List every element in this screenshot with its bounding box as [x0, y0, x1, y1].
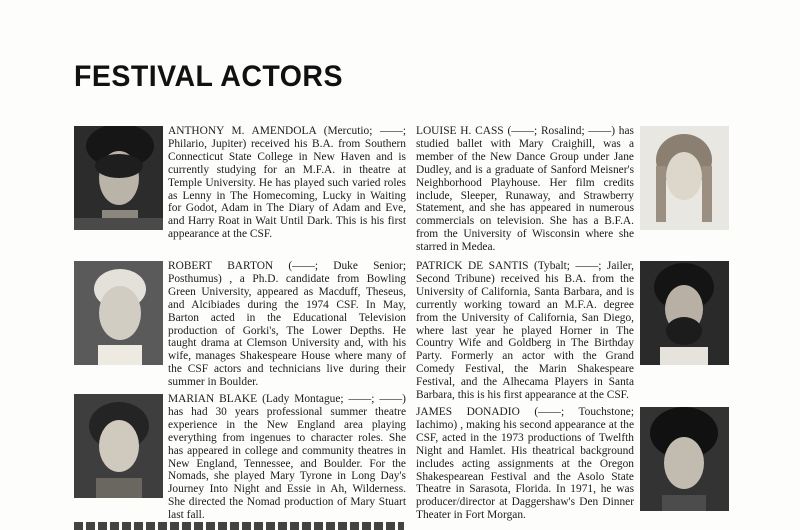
actor-roles: (——; Rosalind; ——)	[507, 125, 615, 137]
actor-biography: , a Ph.D. candidate from Bowling Green University, appeared as Macduff, Theseus, and Alcibiades during the 1974 CSF. In May, Barton acted in the Educational Television production of Gorki's, The Lower Depths. He taught drama at Clemson University and, with his wife, manages Shakespeare House where many of the CSF actors and technicians live during their summer in Boulder.	[168, 272, 406, 389]
actor-photo	[640, 126, 729, 230]
actor-name: JAMES DONADIO	[416, 406, 520, 418]
actor-bio	[168, 260, 406, 389]
actor-roles: (Tybalt; ——; Jailer, Second Tribune)	[416, 260, 634, 285]
actor-roles: (Lady Montague; ——; ——)	[262, 393, 406, 405]
actor-photo	[640, 407, 729, 511]
actor-bio	[416, 260, 634, 402]
actor-name: MARIAN BLAKE	[168, 393, 258, 405]
actor-photo	[74, 394, 163, 498]
actor-biography: received his B.A. from Southern Connecticut State College in New Haven and is currently studying for an M.F.A. in theatre at Temple University. He has played such varied roles as Lenny in The Homecoming, Lucky in Waiting for Godot, Adam in The Diary of Adam and Eve, and Harry Roat in Wait Until Dark. This is his first appearance at the CSF.	[168, 137, 407, 241]
actor-bio	[168, 125, 406, 241]
actor-roles: (——; Duke Senior; Posthumus)	[168, 260, 406, 285]
actor-biography: , making his second appearance at the CSF, acted in the 1973 productions of Twelfth Night and Hamlet. His theatrical background includes acting assignments at the Oregon Shakespearean Festival and the Asolo State Theatre in Sarasota, Florida. In 1971, he was producer/director at Daggershaw's Den Dinner Theater in Fort Morgan.	[416, 418, 634, 522]
actor-bio	[416, 125, 634, 254]
actor-bio	[168, 393, 406, 522]
actor-name: LOUISE H. CASS	[416, 125, 504, 137]
page-title: FESTIVAL ACTORS	[74, 60, 343, 93]
actor-biography: received his B.A. from the University of California, Santa Barbara, and is currently working toward an M.F.A. degree from the University of California, San Diego, where last year he played Horner in The Country Wife and Goldberg in The Birthday Party. Formerly an actor with the Grand Comedy Festival, the Marin Shakespeare Festival, and the Alhecama Players in Santa Barbara, this is his first appearance at the CSF.	[416, 272, 634, 402]
bottom-decorative-rule	[74, 522, 404, 530]
actor-biography: has had 30 years professional summer theatre experience in the New England area playing everything from ingenues to character roles. She has appeared in college and community theatres in New England, Tennessee, and Boulder. For the Nomads, she played Mary Tyrone in Long Day's Journey Into Night and Essie in Ah, Wilderness. She directed the Nomad production of Mary Stuart last fall.	[168, 405, 406, 522]
actor-bio	[416, 406, 634, 522]
actor-name: ROBERT BARTON	[168, 260, 274, 272]
actor-biography: has studied ballet with Mary Craighill, was a member of the New Dance Group under Jane Dudley, and is a graduate of Sanford Meisner's Neighborhood Playhouse. Her film credits include, Sleeper, Runaway, and Strawberry Statement, and she has appeared in numerous commercials on television. She has a B.F.A. from the University of Wisconsin where she starred in Medea.	[416, 125, 634, 254]
actor-name: ANTHONY M. AMENDOLA	[168, 125, 317, 137]
actor-roles: (——; Touchstone; Iachimo)	[416, 406, 634, 431]
actor-photo	[74, 126, 163, 230]
actor-name: PATRICK DE SANTIS	[416, 260, 529, 272]
actor-photo	[74, 261, 163, 365]
actor-roles: (Mercutio; ——; Philario, Jupiter)	[168, 125, 406, 150]
actor-photo	[640, 261, 729, 365]
